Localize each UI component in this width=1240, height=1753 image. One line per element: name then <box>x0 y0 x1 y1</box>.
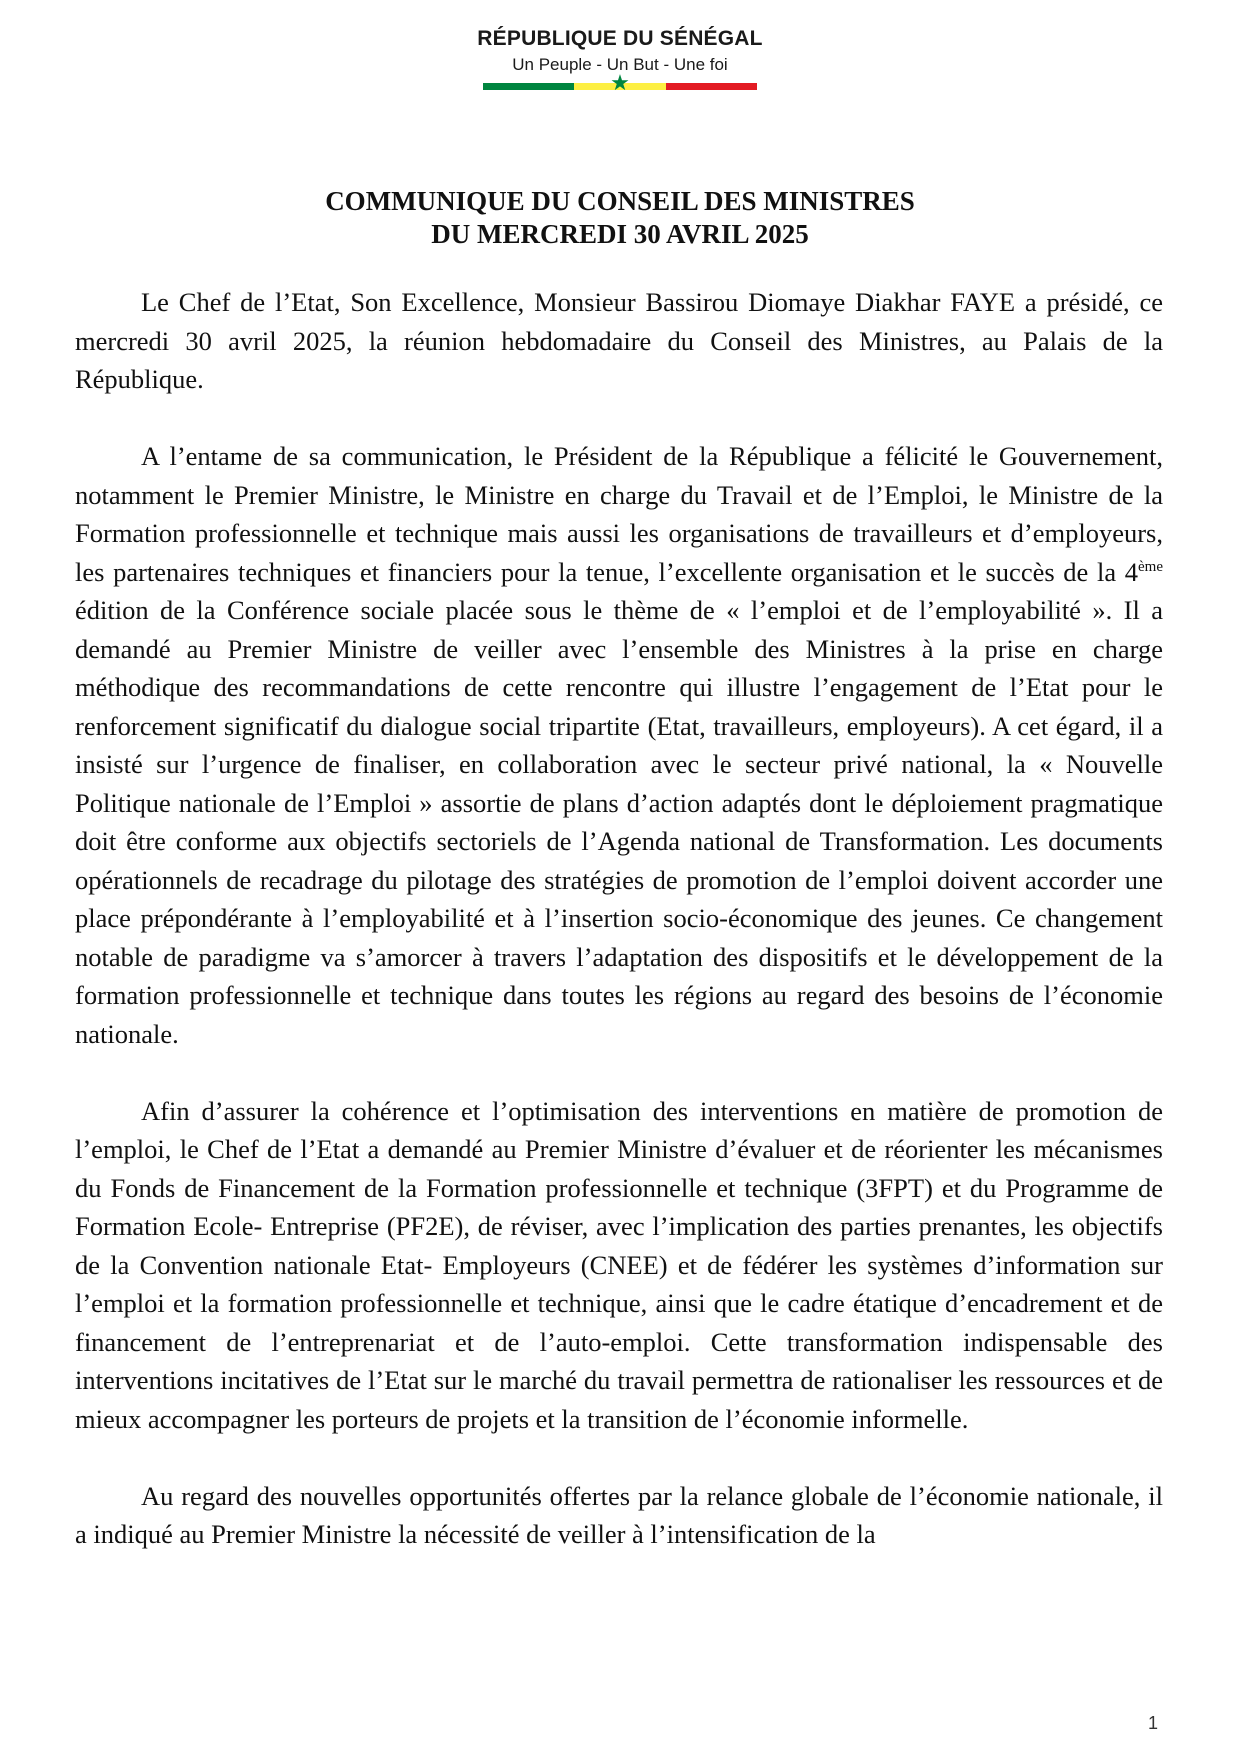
document-body <box>75 283 1163 1554</box>
paragraph-2 <box>75 437 1163 1053</box>
page-number: 1 <box>1147 1713 1158 1733</box>
title-line-1: COMMUNIQUE DU CONSEIL DES MINISTRES <box>325 186 915 216</box>
paragraph-2-text-a: A l’entame de sa communication, le Président de la République a félicité le Gouvernement, notamment le Premier Ministre, le Ministre en charge du Travail et de l’Emploi, le Ministre de la Formation professionnelle et technique mais aussi les organisations de travailleurs et d’employeurs, les partenaires techniques et financiers pour la tenue, l’excellente organisation et le succès de la 4 <box>75 441 1163 587</box>
flag-band-red <box>666 83 757 90</box>
paragraph-3: Afin d’assurer la cohérence et l’optimisation des interventions en matière de promotion de l’emploi, le Chef de l’Etat a demandé au Premier Ministre d’évaluer et de réorienter les mécanismes du Fonds de Financement de la Formation professionnelle et technique (3FPT) et du Programme de Formation Ecole- Entreprise (PF2E), de réviser, avec l’implication des parties prenantes, les objectifs de la Convention nationale Etat- Employeurs (CNEE) et de fédérer les systèmes d’information sur l’emploi et la formation professionnelle et technique, ainsi que le cadre étatique d’encadrement et de financement de l’entreprenariat et de l’auto-emploi. Cette transformation indispensable des interventions incitatives de l’Etat sur le marché du travail permettra de rationaliser les ressources et de mieux accompagner les porteurs de projets et la transition de l’économie informelle. <box>75 1095 1163 1434</box>
title-line-2: DU MERCREDI 30 AVRIL 2025 <box>431 219 809 249</box>
paragraph-2-text-b: édition de la Conférence sociale placée sous le thème de « l’emploi et de l’employabilité ». Il a demandé au Premier Ministre de veiller avec l’ensemble des Ministres à la prise en charge méthodique des recommandations de cette rencontre qui illustre l’engagement de l’Etat pour le renforcement significatif du dialogue social tripartite (Etat, travailleurs, employeurs). A cet égard, il a insisté sur l’urgence de finaliser, en collaboration avec le secteur privé national, la « Nouvelle Politique nationale de l’Emploi » assortie de plans d’action adaptés dont le déploiement pragmatique doit être conforme aux objectifs sectoriels de l’Agenda national de Transformation. Les documents opérationnels de recadrage du pilotage des stratégies de promotion de l’emploi doivent accorder une place prépondérante à l’employabilité et à l’insertion socio-économique des jeunes. Ce changement notable de paradigme va s’amorcer à travers l’adaptation des dispositifs et le développement de la formation professionnelle et technique dans toutes les régions au regard des besoins de l’économie nationale. <box>75 595 1163 1049</box>
document-header <box>0 26 1240 96</box>
country-name: RÉPUBLIQUE DU SÉNÉGAL <box>477 27 763 50</box>
flag-band-green <box>483 83 574 90</box>
paragraph-4: Au regard des nouvelles opportunités offertes par la relance globale de l’économie nationale, il a indiqué au Premier Ministre la nécessité de veiller à l’intensification de la <box>75 1480 1163 1549</box>
ordinal-superscript: ème <box>1138 558 1163 575</box>
flag-bar <box>483 71 757 96</box>
document-title <box>0 185 1240 251</box>
national-motto: Un Peuple - Un But - Une foi <box>512 55 728 74</box>
paragraph-1: Le Chef de l’Etat, Son Excellence, Monsieur Bassirou Diomaye Diakhar FAYE a présidé, ce mercredi 30 avril 2025, la réunion hebdomadaire du Conseil des Ministres, au Palais de la République. <box>75 287 1163 394</box>
star-icon: ★ <box>610 71 630 96</box>
